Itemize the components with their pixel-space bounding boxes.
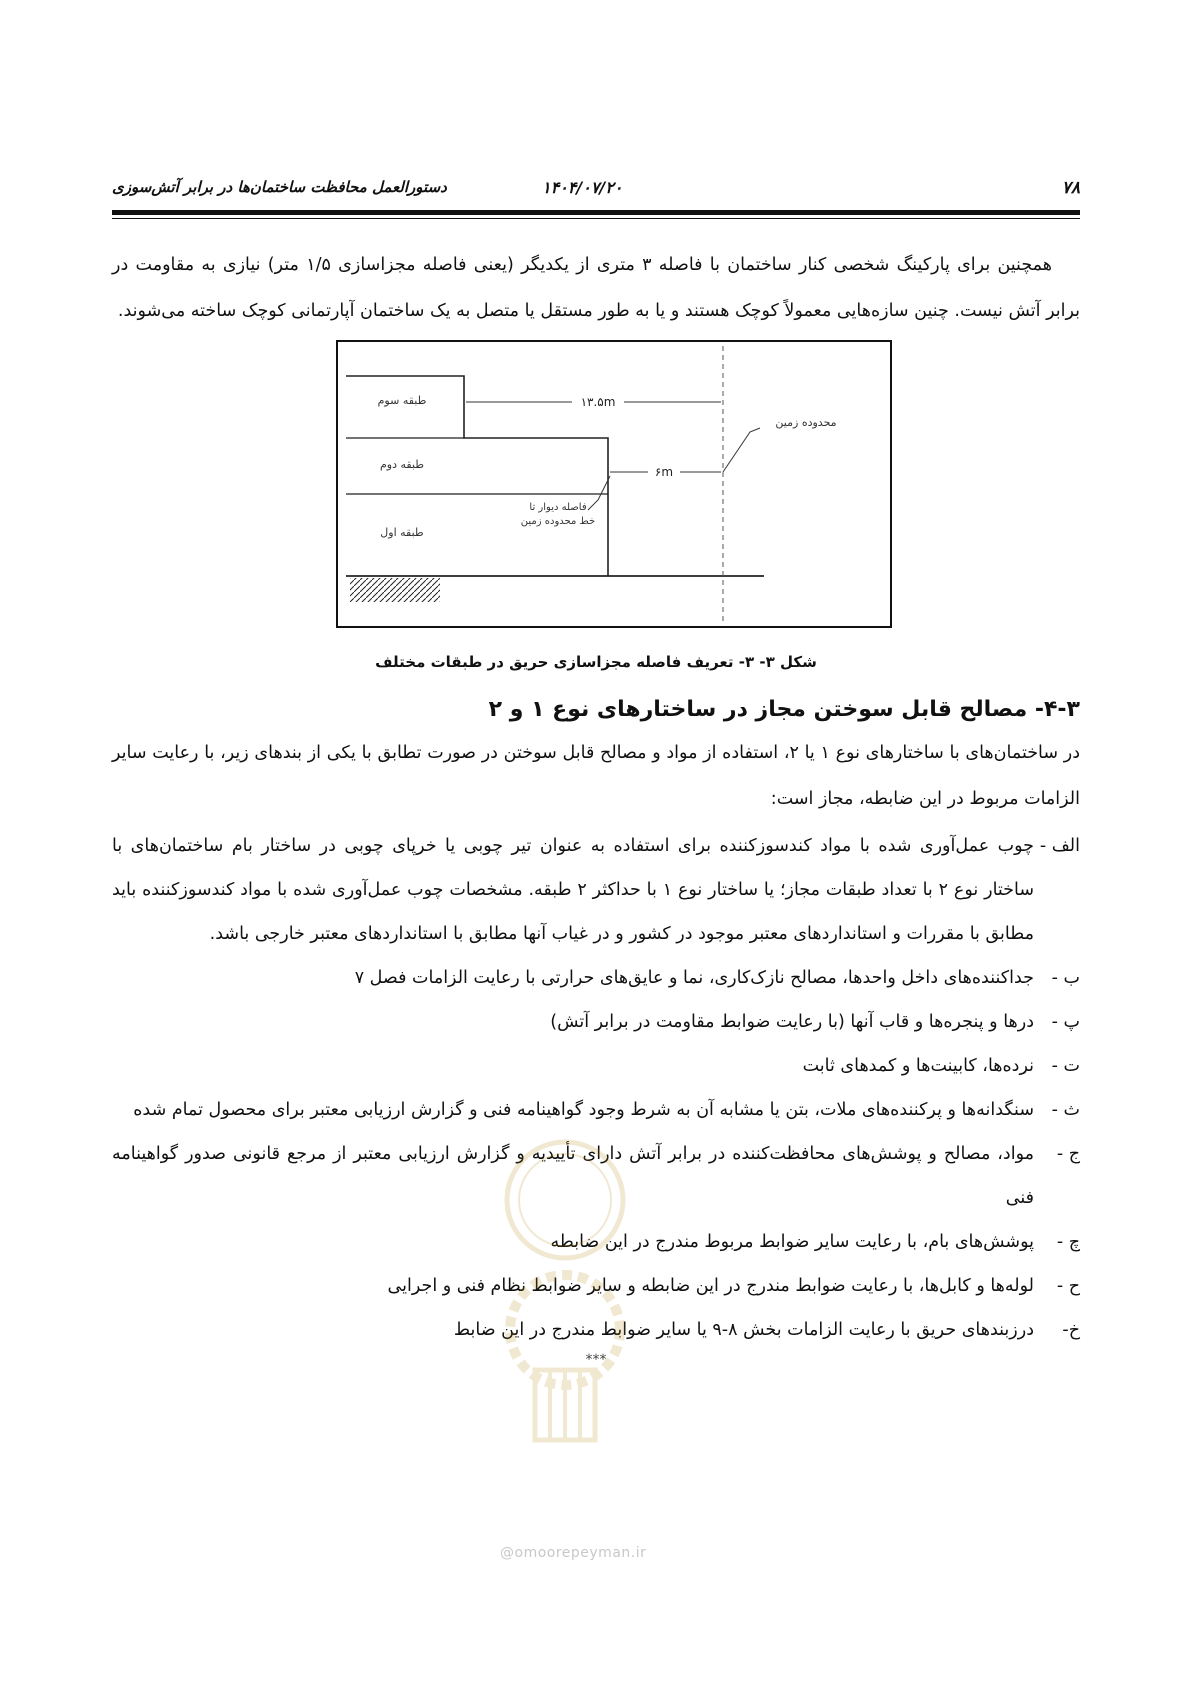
list-item — [112, 1088, 1080, 1132]
wall-label-2: خط محدوده زمین — [520, 516, 596, 527]
floor-3-label: طبقه سوم — [377, 394, 427, 407]
floor-2-label: طبقه دوم — [379, 458, 425, 471]
end-mark: *** — [585, 1352, 607, 1368]
list-item — [112, 1264, 1080, 1308]
item-marker: پ - — [1051, 1012, 1080, 1032]
item-text: چوب عمل‌آوری شده با مواد کندسوزکننده برای استفاده به عنوان تیر چوبی یا خرپای چوبی در ساختار بام ساختمان‌های با ساختار نوع ۲ با تعداد طبقات مجاز؛ یا ساختار نوع ۱ با حداکثر ۲ طبقه. مشخصات چوب عمل‌آوری شده با مواد کندسوزکننده باید مطابق با مقررات و استانداردهای معتبر موجود در کشور و در غیاب آنها مطابق با استانداردهای معتبر خارجی باشد. — [112, 836, 1034, 944]
dim-top-label: ۱۳.۵m — [580, 395, 616, 409]
item-text: جداکننده‌های داخل واحدها، مصالح نازک‌کاری، نما و عایق‌های حرارتی با رعایت الزامات فصل ۷ — [354, 968, 1034, 988]
item-text: پوشش‌های بام، با رعایت سایر ضوابط مربوط مندرج در این ضابطه — [550, 1232, 1034, 1252]
list-item — [112, 956, 1080, 1000]
wall-label-1: فاصله دیوار تا — [529, 502, 587, 513]
watermark-url: @omoorepeyman.ir — [500, 1545, 647, 1561]
item-text: درها و پنجره‌ها و قاب آنها (با رعایت ضوابط مقاومت در برابر آتش) — [550, 1012, 1034, 1032]
header-date: ۱۴۰۴/۰۷/۲۰ — [542, 178, 623, 197]
header-title: دستورالعمل محافظت ساختمان‌ها در برابر آتش‌سوزی — [112, 178, 447, 196]
figure-caption: شکل ۳- ۳- تعریف فاصله مجزاسازی حریق در طبقات مختلف — [375, 653, 817, 671]
item-marker: خ- — [1062, 1320, 1080, 1340]
section-title: ۴-۳- مصالح قابل سوختن مجاز در ساختارهای نوع ۱ و ۲ — [488, 697, 1080, 722]
page-content — [112, 242, 1080, 1368]
item-list — [112, 824, 1080, 1352]
list-item — [112, 1220, 1080, 1264]
page-number: ۷۸ — [1061, 178, 1080, 198]
item-text: سنگدانه‌ها و پرکننده‌های ملات، بتن یا مشابه آن به شرط وجود گواهینامه فنی و گزارش ارزیابی معتبر برای محصول تمام شده — [133, 1100, 1034, 1120]
figure-fire-separation — [336, 340, 892, 628]
list-item — [112, 1000, 1080, 1044]
figure-diagram — [336, 340, 892, 628]
list-item — [112, 824, 1080, 956]
list-item — [112, 1308, 1080, 1352]
item-marker: ب - — [1051, 968, 1080, 988]
boundary-label: محدوده زمین — [775, 416, 837, 429]
ground-hatch — [350, 578, 440, 602]
header-rule-thin — [112, 218, 1080, 219]
intro-paragraph: همچنین برای پارکینگ شخصی کنار ساختمان با فاصله ۳ متری از یکدیگر (یعنی فاصله مجزاسازی ۱/۵ متر) نیازی به مقاومت در برابر آتش نیست. چنین سازه‌هایی معمولاً کوچک هستند و یا به طور مستقل یا متصل به یک ساختمان آپارتمانی کوچک ساخته می‌شوند. — [112, 255, 1080, 321]
dim-mid-label: ۶m — [654, 465, 674, 479]
item-text: لوله‌ها و کابل‌ها، با رعایت ضوابط مندرج در این ضابطه و سایر ضوابط نظام فنی و اجرایی — [387, 1276, 1034, 1296]
section-intro: در ساختمان‌های با ساختارهای نوع ۱ یا ۲، استفاده از مواد و مصالح قابل سوختن در صورت تطابق با یکی از بندهای زیر، با رعایت سایر الزامات مربوط در این ضابطه، مجاز است: — [112, 743, 1081, 809]
floor-1-label: طبقه اول — [380, 526, 424, 539]
item-text: درزبندهای حریق با رعایت الزامات بخش ۸-۹ یا سایر ضوابط مندرج در این ضابط — [453, 1320, 1034, 1340]
item-marker: ث - — [1051, 1100, 1080, 1120]
item-marker: ج - — [1056, 1144, 1080, 1164]
item-marker: الف - — [1039, 836, 1080, 856]
list-item — [112, 1044, 1080, 1088]
header-rule-thick — [112, 210, 1080, 215]
item-marker: ح - — [1056, 1276, 1080, 1296]
item-marker: ت - — [1051, 1056, 1080, 1076]
item-text: نرده‌ها، کابینت‌ها و کمدهای ثابت — [802, 1056, 1034, 1076]
list-item — [112, 1132, 1080, 1220]
item-text: مواد، مصالح و پوشش‌های محافظت‌کننده در برابر آتش دارای تأییدیه و گزارش ارزیابی معتبر از مرجع قانونی صدور گواهینامه فنی — [112, 1144, 1034, 1208]
item-marker: چ - — [1056, 1232, 1080, 1252]
page-header — [112, 178, 1080, 202]
